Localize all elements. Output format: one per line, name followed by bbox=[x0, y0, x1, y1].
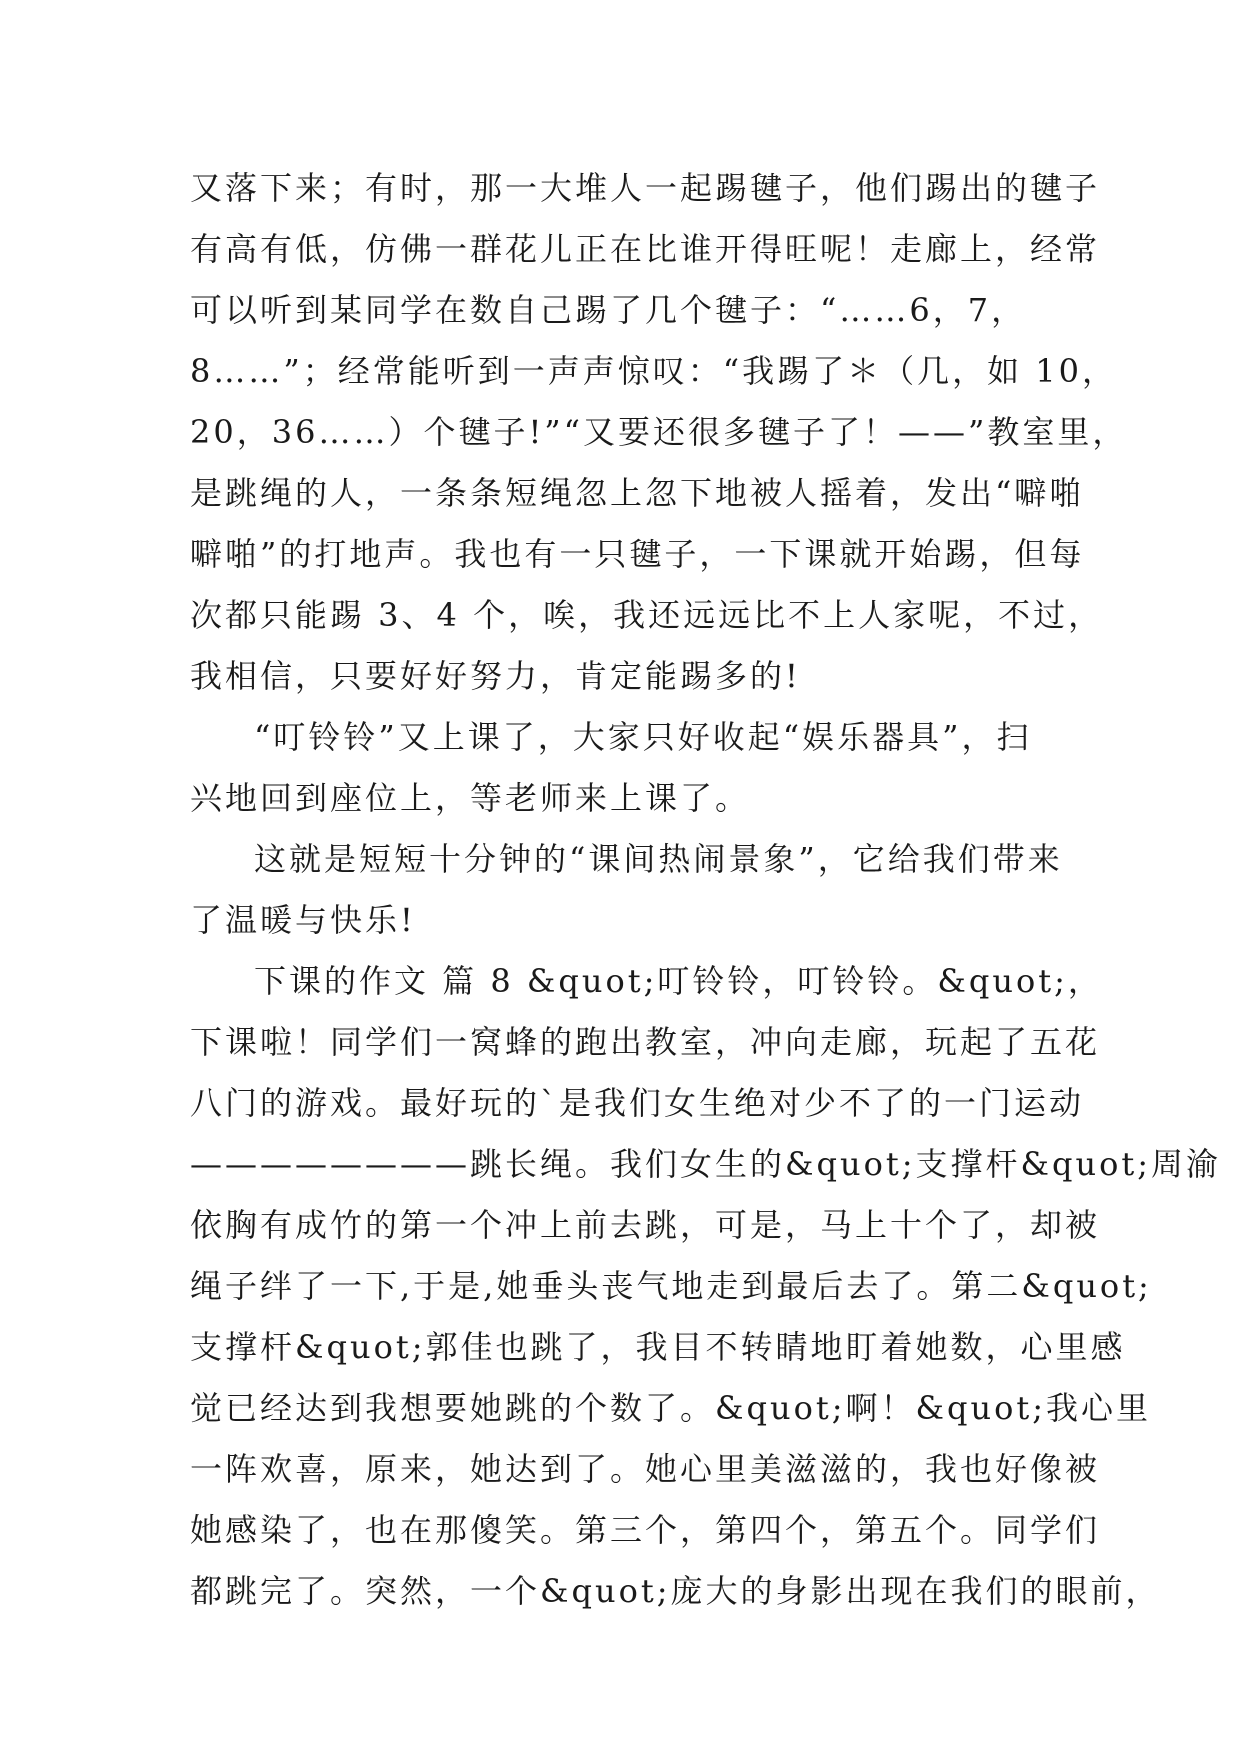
text-line: 都跳完了。突然，一个&quot;庞大的身影出现在我们的眼前， bbox=[190, 1572, 1161, 1610]
text-line: 依胸有成竹的第一个冲上前去跳，可是，马上十个了，却被 bbox=[190, 1206, 1101, 1244]
text-line: 觉已经达到我想要她跳的个数了。&quot;啊！&quot;我心里 bbox=[190, 1389, 1151, 1427]
text-line: 8……”；经常能听到一声声惊叹：“我踢了＊（几，如 10， bbox=[190, 352, 1117, 390]
section-heading-line: 下课的作文 篇 8 &quot;叮铃铃，叮铃铃。&quot;， bbox=[254, 962, 1103, 1000]
text-line: 下课啦！同学们一窝蜂的跑出教室，冲向走廊，玩起了五花 bbox=[190, 1023, 1101, 1061]
text-line: 绳子绊了一下,于是,她垂头丧气地走到最后去了。第二&quot; bbox=[190, 1267, 1152, 1305]
text-line: ————————跳长绳。我们女生的&quot;支撑杆&quot;周渝 bbox=[190, 1145, 1221, 1183]
text-line: 噼啪”的打地声。我也有一只毽子，一下课就开始踢，但每 bbox=[190, 535, 1085, 573]
text-line: 我相信，只要好好努力，肯定能踢多的! bbox=[190, 657, 801, 695]
text-line: 次都只能踢 3、4 个，唉，我还远远比不上人家呢，不过， bbox=[190, 596, 1104, 634]
text-line: 又落下来；有时，那一大堆人一起踢毽子，他们踢出的毽子 bbox=[190, 169, 1101, 207]
text-line: 一阵欢喜，原来，她达到了。她心里美滋滋的，我也好像被 bbox=[190, 1450, 1101, 1488]
paragraph-start-line: 这就是短短十分钟的“课间热闹景象”，它给我们带来 bbox=[254, 840, 1063, 878]
text-line: 是跳绳的人，一条条短绳忽上忽下地被人摇着，发出“噼啪 bbox=[190, 474, 1085, 512]
text-line: 兴地回到座位上，等老师来上课了。 bbox=[190, 779, 751, 817]
text-line: 她感染了，也在那傻笑。第三个，第四个，第五个。同学们 bbox=[190, 1511, 1101, 1549]
text-line: 八门的游戏。最好玩的`是我们女生绝对少不了的一门运动 bbox=[190, 1084, 1085, 1122]
text-line: 了温暖与快乐! bbox=[190, 901, 416, 939]
body-text bbox=[190, 158, 1221, 1622]
text-line: 20，36……）个毽子!”“又要还很多毽子了！——”教室里， bbox=[190, 413, 1128, 451]
text-line: 有高有低，仿佛一群花儿正在比谁开得旺呢！走廊上，经常 bbox=[190, 230, 1101, 268]
text-line: 支撑杆&quot;郭佳也跳了，我目不转睛地盯着她数，心里感 bbox=[190, 1328, 1126, 1366]
paragraph-start-line: “叮铃铃”又上课了，大家只好收起“娱乐器具”，扫 bbox=[254, 718, 1032, 756]
text-line: 可以听到某同学在数自己踢了几个毽子：“……6，7， bbox=[190, 291, 1027, 329]
